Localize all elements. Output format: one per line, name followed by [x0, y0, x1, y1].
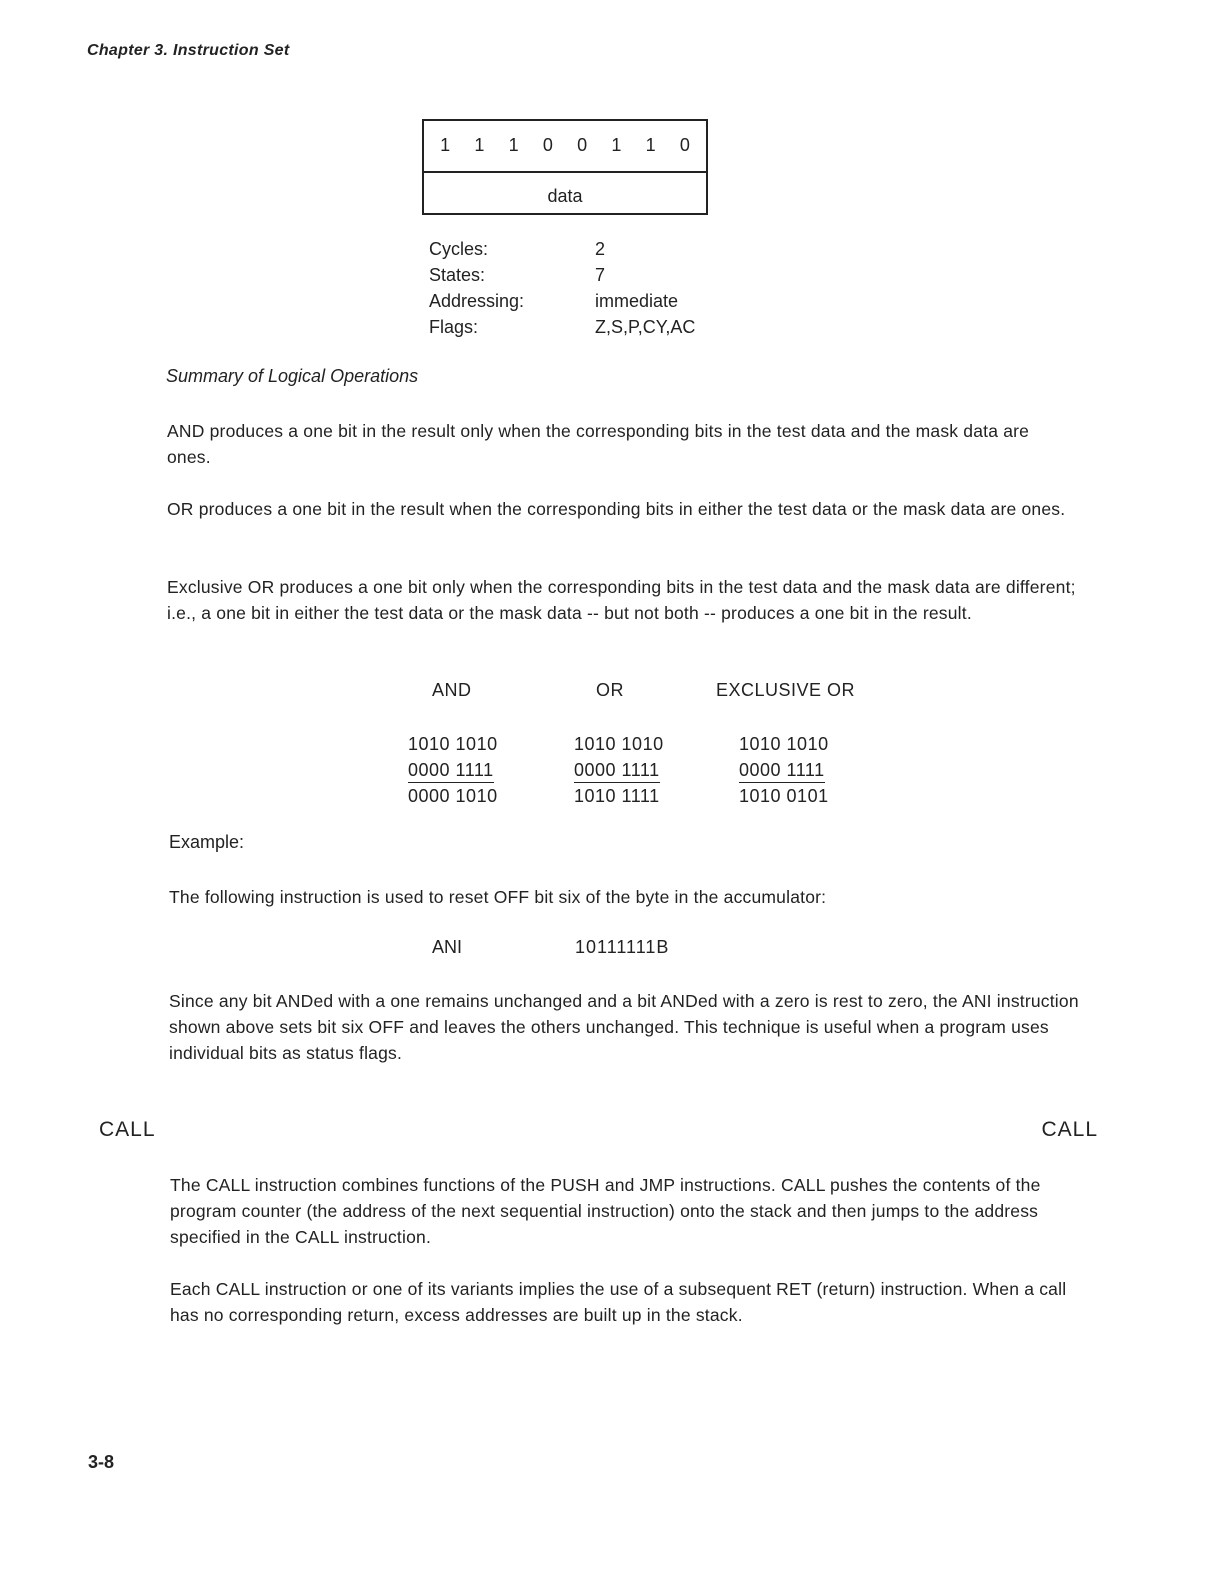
operand-2: 0000 1111 — [739, 758, 825, 783]
opcode-bit: 1 — [611, 135, 622, 155]
opcode-diagram — [422, 119, 708, 215]
opcode-bit: 1 — [645, 135, 656, 155]
opcode-data-field: data — [547, 186, 583, 206]
xor-paragraph: Exclusive OR produces a one bit only when the corresponding bits in the test data and the mask data are different; i.e., a one bit in either the test data or the mask data -- but not both -- produces a one bit in the result. — [167, 577, 1076, 623]
operand-2: 0000 1111 — [574, 758, 660, 783]
operand-1: 1010 1010 — [574, 734, 664, 754]
and-paragraph: AND produces a one bit in the result only when the corresponding bits in the test data and the mask data are ones. — [167, 421, 1030, 467]
result: 0000 1010 — [408, 786, 498, 806]
info-label: States: — [429, 265, 486, 285]
operand-1: 1010 1010 — [739, 734, 829, 754]
info-value: Z,S,P,CY,AC — [595, 317, 696, 337]
example-mnemonic: ANI — [432, 937, 463, 957]
table-column-and — [408, 731, 498, 809]
info-label: Addressing: — [429, 291, 525, 311]
table-column-xor — [739, 731, 829, 809]
opcode-bit: 1 — [440, 135, 451, 155]
example-operand: 10111111B — [575, 937, 670, 957]
result: 1010 0101 — [739, 786, 829, 806]
example-explanation: Since any bit ANDed with a one remains unchanged and a bit ANDed with a zero is rest to zero, the ANI instruction shown above sets bit six OFF and leaves the others unchanged. This technique is useful when a program uses individual bits as status flags. — [169, 991, 1079, 1063]
example-intro: The following instruction is used to reset OFF bit six of the byte in the accumulator: — [169, 887, 827, 907]
or-paragraph: OR produces a one bit in the result when the corresponding bits in either the test data or the mask data are ones. — [167, 499, 1066, 519]
opcode-bit: 0 — [679, 135, 690, 155]
page-header: Chapter 3. Instruction Set — [87, 42, 290, 59]
info-label: Cycles: — [429, 239, 489, 259]
info-label: Flags: — [429, 317, 479, 337]
info-value: 2 — [595, 239, 606, 259]
info-value: 7 — [595, 265, 606, 285]
result: 1010 1111 — [574, 786, 660, 806]
opcode-bit: 0 — [577, 135, 588, 155]
example-label: Example: — [169, 832, 245, 852]
info-value: immediate — [595, 291, 679, 311]
call-paragraph-2: Each CALL instruction or one of its variants implies the use of a subsequent RET (return) instruction. When a call has no corresponding return, excess addresses are built up in the stack. — [170, 1279, 1067, 1325]
table-heading-xor: EXCLUSIVE OR — [716, 680, 856, 700]
page-number: 3-8 — [88, 1452, 115, 1472]
opcode-bit: 1 — [474, 135, 485, 155]
table-column-or — [574, 731, 664, 809]
opcode-bit: 0 — [542, 135, 553, 155]
summary-heading: Summary of Logical Operations — [166, 366, 419, 386]
operand-2: 0000 1111 — [408, 758, 494, 783]
table-heading-or: OR — [596, 680, 624, 700]
table-heading-and: AND — [432, 680, 472, 700]
operand-1: 1010 1010 — [408, 734, 498, 754]
call-title-right: CALL — [1041, 1118, 1098, 1141]
call-title-left: CALL — [99, 1118, 156, 1141]
call-paragraph-1: The CALL instruction combines functions of the PUSH and JMP instructions. CALL pushes the contents of the program counter (the address of the next sequential instruction) onto the stack and then jumps to the address specified in the CALL instruction. — [170, 1175, 1041, 1247]
opcode-bits-row — [424, 121, 706, 173]
opcode-bit: 1 — [508, 135, 519, 155]
